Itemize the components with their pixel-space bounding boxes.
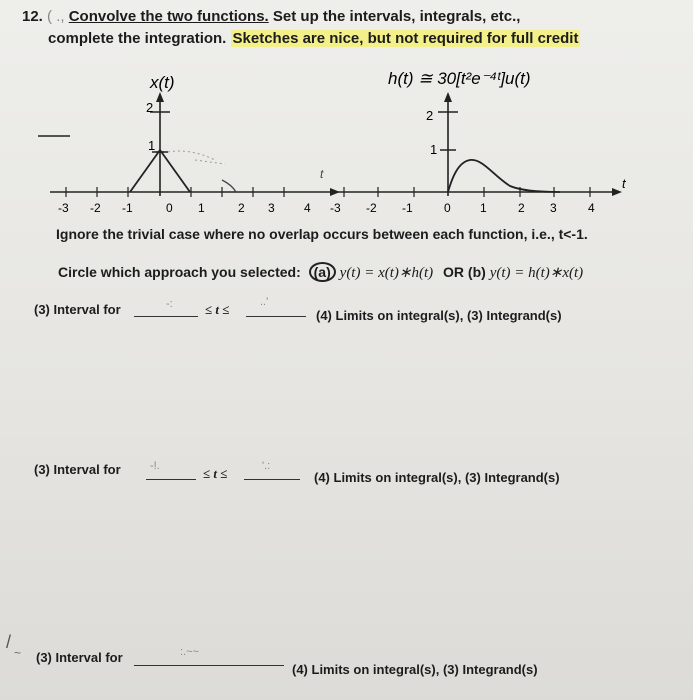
complete-integration: complete the integration. [48,30,227,47]
right-tick-label: -3 [330,201,341,215]
section-2-middle: ≤ t ≤ [203,466,228,481]
pencil-mark: ~ [14,646,22,660]
section-2-interval-label: (3) Interval for [34,462,121,477]
section-1-middle: ≤ t ≤ [205,302,230,317]
pencil-sketch-left [168,151,225,164]
right-tick-label: -2 [366,201,377,215]
section-3-interval-blank[interactable] [134,665,284,666]
problem-instruction: Set up the intervals, integrals, etc., [272,8,521,25]
left-tick-label: -3 [58,201,69,215]
approach-line [58,262,583,282]
section-2-lower-blank[interactable] [146,479,196,480]
pencil-sketch-right [222,180,236,192]
section-2-limits: (4) Limits on integral(s), (3) Integrand(s) [314,470,560,485]
option-b-expression: y(t) = h(t)∗x(t) [489,265,584,281]
left-tick-label: 2 [238,201,245,215]
right-tick-label: -1 [402,201,413,215]
right-tick-label: 1 [480,201,487,215]
signal-graphs [0,60,693,235]
right-t-label: t [622,176,626,191]
pencil-scribble: -!. [150,460,160,472]
pencil-scribble: -: [166,298,173,310]
ignore-note: Ignore the trivial case where no overlap occurs between each function, i.e., t<-1. [56,226,588,242]
right-tick-label: 0 [444,201,451,215]
left-y-label-2: 2 [146,100,154,115]
problem-line2 [48,30,580,47]
left-tick-labels [58,201,311,215]
sketch-note: Sketches are nice, but not required for full credit [232,30,579,47]
pencil-scribble: :.~~ [180,646,199,658]
or-text: OR [443,264,465,280]
section-2-upper-blank[interactable] [244,479,300,480]
left-y-arrow [156,92,164,102]
right-tick-label: 3 [550,201,557,215]
left-tick-label: 1 [198,201,205,215]
section-1-lower-blank[interactable] [134,316,198,317]
section-3-interval-label: (3) Interval for [36,650,123,665]
left-tick-label: 0 [166,201,173,215]
right-tick-label: 4 [588,201,595,215]
left-y-label-1: 1 [148,138,156,153]
left-tick-label: -2 [90,201,101,215]
pencil-scribble: ..' [260,296,269,308]
x-function-label: x(t) [150,73,175,92]
left-tick-label: 4 [304,201,311,215]
approach-prefix: Circle which approach you selected: [58,264,301,280]
right-y-arrow [444,92,452,102]
problem-number: 12. [22,8,43,25]
option-a-label: (a) [313,264,331,280]
problem-header [22,8,520,25]
option-a-expression: y(t) = x(t)∗h(t) [339,265,434,281]
left-tick-label: -1 [122,201,133,215]
pencil-scribble: '.: [262,460,271,472]
right-axis-arrow [612,188,622,196]
right-tick-labels [330,201,595,215]
section-1-upper-blank[interactable] [246,316,306,317]
section-1-limits: (4) Limits on integral(s), (3) Integrand(s) [316,308,562,323]
h-function-label: h(t) ≅ 30[t²e⁻⁴ᵗ]u(t) [388,69,531,88]
right-y-label-1: 1 [430,142,438,157]
h-signal-curve [448,160,560,192]
section-1-interval-label: (3) Interval for [34,302,121,317]
left-tick-label: 3 [268,201,275,215]
option-b-label[interactable]: (b) [467,264,486,280]
pencil-mark: / [6,632,12,652]
problem-title: Convolve the two functions. [68,8,269,25]
right-y-label-2: 2 [426,108,434,123]
pencil-t-mark: t [320,167,324,181]
right-tick-label: 2 [518,201,525,215]
option-a[interactable] [309,262,336,282]
pencil-mark: ( ., [47,8,65,25]
section-3-limits: (4) Limits on integral(s), (3) Integrand(s) [292,662,538,677]
